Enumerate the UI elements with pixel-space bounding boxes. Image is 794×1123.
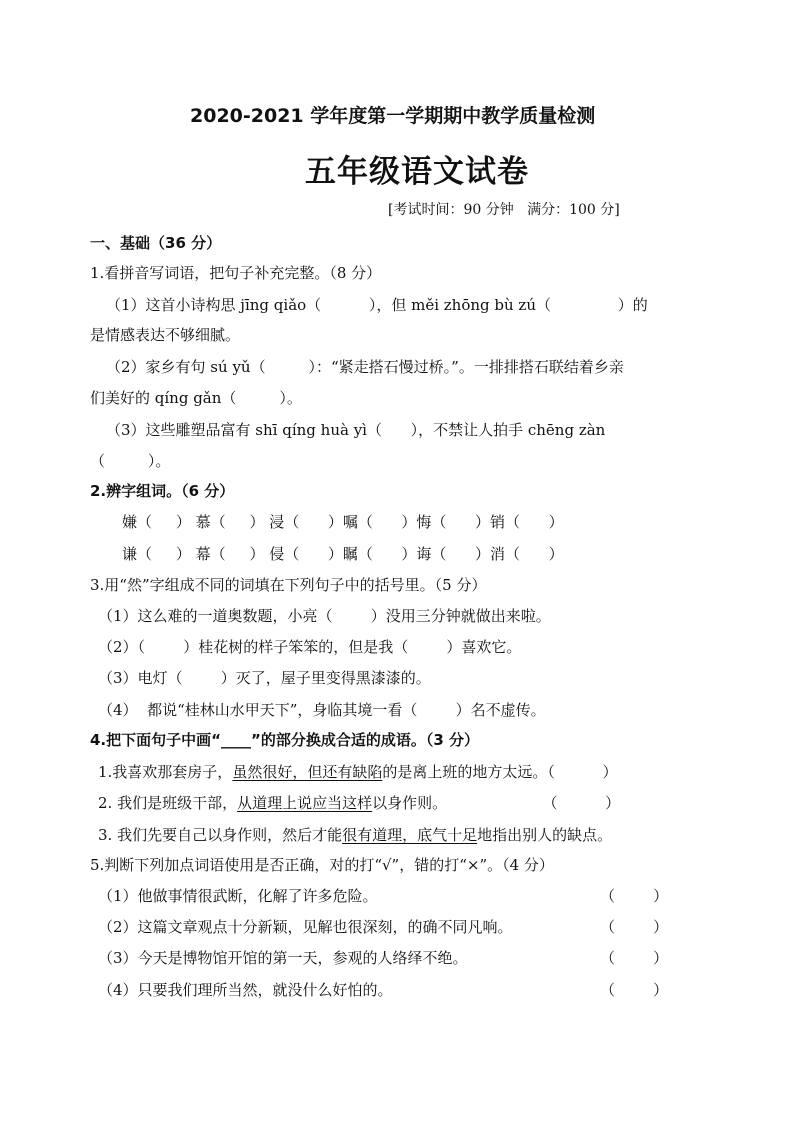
sentence-text: 3. 我们先要自己以身作则，然后才能	[98, 826, 343, 844]
judge-line: （3）今天是博物馆开馆的第一天，参观的人络绎不绝。	[98, 949, 468, 967]
char-pair-row: 嫌（ ） 慕（ ） 浸（ ）嘱（ ）悔（ ）销（ ）	[122, 513, 564, 531]
question-line: （2）（ ）桂花树的样子笨笨的，但是我（ ）喜欢它。	[98, 638, 522, 656]
exam-title: 2020-2021 学年度第一学期期中教学质量检测	[190, 105, 596, 127]
question-heading: 4.把下面句子中画“____”的部分换成合适的成语。（3 分）	[90, 731, 480, 749]
question-heading: 5.判断下列加点词语使用是否正确，对的打“√”，错的打“×”。（4 分）	[90, 856, 554, 874]
question-heading: 3.用“然”字组成不同的词填在下列句子中的括号里。（5 分）	[90, 576, 487, 594]
question-line: （3）电灯（ ）灭了，屋子里变得黑漆漆的。	[98, 669, 431, 687]
underlined-phrase: 很有道理，底气十足	[342, 826, 478, 844]
judge-line: （1）他做事情很武断，化解了许多危险。	[98, 887, 378, 905]
sentence-text: 的是离上班的地方太远。（ ）	[382, 763, 618, 781]
sentence-text: 2. 我们是班级干部，	[98, 794, 238, 812]
sentence-text: 地指出别人的缺点。	[477, 826, 613, 844]
idiom-sentence	[98, 793, 620, 813]
exam-subject-title: 五年级语文试卷	[305, 154, 529, 190]
judge-line: （2）这篇文章观点十分新颖，见解也很深刻，的确不同凡响。	[98, 918, 513, 936]
underlined-phrase: 虽然很好，但还有缺陷	[232, 763, 383, 781]
question-line: （ ）。	[90, 452, 171, 470]
question-line: （2）家乡有句 sú yǔ（ ）：“紧走搭石慢过桥。”。一排排搭石联结着乡亲	[106, 358, 624, 376]
answer-box: （ ）	[600, 887, 669, 905]
question-line: （4） 都说“桂林山水甲天下”，身临其境一看（ ）名不虚传。	[98, 701, 546, 719]
answer-box: （ ）	[600, 918, 669, 936]
char-pair-row: 谦（ ） 幕（ ） 侵（ ）瞩（ ）诲（ ）消（ ）	[122, 545, 564, 563]
underlined-phrase: 从道理上说应当这样	[237, 794, 373, 812]
exam-info: [考试时间：90 分钟 满分：100 分]	[388, 202, 620, 218]
answer-box: （ ）	[600, 981, 669, 999]
question-heading: 2.辨字组词。（6 分）	[90, 482, 235, 500]
question-line: 是情感表达不够细腻。	[90, 326, 241, 344]
question-line: （3）这些雕塑品富有 shī qíng huà yì（ ），不禁让人拍手 chēng zàn	[106, 421, 606, 439]
judge-line: （4）只要我们理所当然，就没什么好怕的。	[98, 981, 393, 999]
idiom-sentence	[98, 762, 618, 782]
question-line: 们美好的 qíng gǎn（ ）。	[90, 389, 302, 407]
answer-box: （ ）	[600, 949, 669, 967]
question-line: （1）这首小诗构思 jīng qiǎo（ ），但 měi zhōng bù zú（ ）的	[106, 296, 648, 314]
section-heading: 一、基础（36 分）	[90, 234, 222, 252]
question-line: （1）这么难的一道奥数题，小亮（ ）没用三分钟就做出来啦。	[98, 607, 551, 625]
idiom-sentence	[98, 825, 612, 845]
sentence-text: 1.我喜欢那套房子，	[98, 763, 233, 781]
question-heading: 1.看拼音写词语，把句子补充完整。（8 分）	[90, 264, 382, 282]
sentence-text: 以身作则。 （ ）	[372, 794, 621, 812]
